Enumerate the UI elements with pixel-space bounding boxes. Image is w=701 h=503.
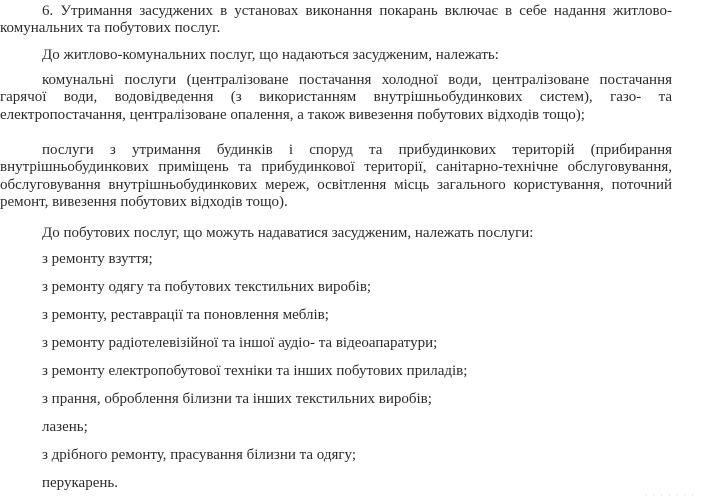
paragraph-household-services-heading: До побутових послуг, що можуть надаватися засудженим, належать послуги: bbox=[42, 225, 534, 241]
list-item: з прання, оброблення білизни та інших текстильних виробів; bbox=[42, 391, 432, 407]
list-item: з дрібного ремонту, прасування білизни та одягу; bbox=[42, 447, 356, 463]
list-item: з ремонту електропобутової техніки та інших побутових приладів; bbox=[42, 363, 468, 379]
list-item: з ремонту, реставрації та поновлення меблів; bbox=[42, 307, 329, 323]
list-item: з ремонту радіотелевізійної та іншої аудіо- та відеоапаратури; bbox=[42, 335, 438, 351]
list-item: перукарень. bbox=[42, 475, 118, 491]
paragraph-intro: 6. Утримання засуджених в установах виконання покарань включає в себе надання житлово-комунальних та побутових послуг. bbox=[0, 3, 672, 37]
list-item: лазень; bbox=[42, 419, 88, 435]
paragraph-utility-services: комунальні послуги (централізоване постачання холодної води, централізоване постачання гарячої води, водовідведення (з використанням внутрішньобудинкових систем), газо- та електропостачання, централізоване опалення, а також вивезення побутових відходів тощо); bbox=[0, 72, 672, 123]
watermark: · · · · · · · bbox=[644, 491, 695, 501]
paragraph-housing-services-heading: До житлово-комунальних послуг, що надаються засудженим, належать: bbox=[42, 47, 499, 63]
list-item: з ремонту одягу та побутових текстильних виробів; bbox=[42, 279, 372, 295]
list-item: з ремонту взуття; bbox=[42, 251, 153, 267]
paragraph-building-maintenance: послуги з утримання будинків і споруд та прибудинкових територій (прибирання внутрішньобудинкових приміщень та прибудинкової території, санітарно-технічне обслуговування, обслуговування внутрішньобудинкових мереж, освітлення місць загального користування, поточний ремонт, вивезення побутових відходів тощо). bbox=[0, 142, 672, 211]
